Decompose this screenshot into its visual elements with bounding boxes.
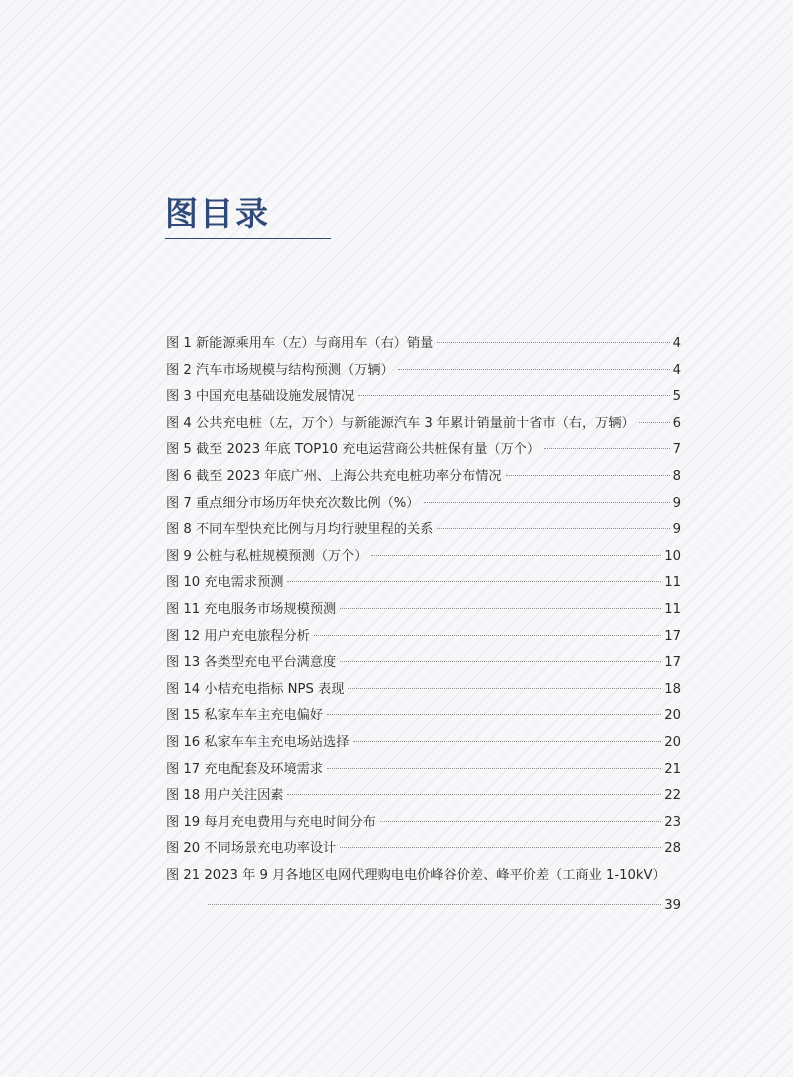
toc-entry-page: 4 — [672, 336, 681, 351]
toc-entry-page: 20 — [664, 734, 681, 750]
toc-entry-label: 图 21 2023 年 9 月各地区电网代理购电电价峰谷价差、峰平价差（工商业 1-10kV） — [166, 867, 666, 883]
toc-leader-dots — [544, 448, 670, 449]
toc-entry-page: 21 — [664, 761, 681, 777]
toc-entry-label: 图 19 每月充电费用与充电时间分布 — [166, 814, 376, 830]
toc-entry-page: 4 — [672, 362, 681, 378]
toc-entry[interactable] — [166, 783, 681, 810]
toc-entry-page: 6 — [672, 415, 681, 431]
title-underline — [165, 238, 331, 239]
page-title: 图目录 — [165, 194, 270, 233]
toc-entry-label: 图 20 不同场景充电功率设计 — [166, 841, 337, 857]
toc-leader-dots — [506, 475, 670, 476]
toc-entry-page: 10 — [664, 548, 681, 564]
toc-entry-page: 17 — [664, 655, 681, 671]
toc-entry-page: 39 — [664, 898, 681, 914]
toc-entry-label: 图 12 用户充电旅程分析 — [166, 628, 310, 644]
toc-leader-dots — [287, 794, 661, 795]
toc-entry[interactable] — [166, 863, 681, 924]
toc-entry[interactable] — [166, 517, 681, 544]
toc-entry-label: 图 6 截至 2023 年底广州、上海公共充电桩功率分布情况 — [166, 468, 502, 484]
toc-entry-label: 图 11 充电服务市场规模预测 — [166, 601, 337, 617]
toc-leader-dots — [639, 422, 670, 423]
toc-leader-dots — [437, 342, 669, 343]
toc-leader-dots — [437, 528, 669, 529]
toc-entry[interactable] — [166, 464, 681, 491]
toc-entry-page: 23 — [664, 814, 681, 830]
toc-entry-label: 图 4 公共充电桩（左，万个）与新能源汽车 3 年累计销量前十省市（右，万辆） — [166, 415, 635, 431]
toc-entry[interactable] — [166, 411, 681, 438]
toc-entry-label: 图 3 中国充电基础设施发展情况 — [166, 389, 355, 405]
toc-entry-page: 11 — [664, 601, 681, 617]
toc-leader-dots — [327, 768, 661, 769]
toc-entry[interactable] — [166, 331, 681, 358]
toc-entry-continuation — [166, 889, 681, 923]
toc-entry-label: 图 15 私家车车主充电偏好 — [166, 708, 324, 724]
toc-entry[interactable] — [166, 650, 681, 677]
toc-leader-dots — [340, 661, 661, 662]
toc-entry[interactable] — [166, 757, 681, 784]
toc-leader-dots — [424, 502, 670, 503]
toc-leader-dots — [380, 821, 661, 822]
toc-entry-label: 图 16 私家车车主充电场站选择 — [166, 734, 350, 750]
toc-entry-label: 图 14 小桔充电指标 NPS 表现 — [166, 681, 345, 697]
toc-entry-label: 图 10 充电需求预测 — [166, 575, 284, 591]
toc-entry-label: 图 7 重点细分市场历年快充次数比例（%） — [166, 495, 420, 511]
toc-entry-page: 17 — [664, 628, 681, 644]
toc-entry-page: 20 — [664, 708, 681, 724]
toc-entry-label: 图 8 不同车型快充比例与月均行驶里程的关系 — [166, 522, 434, 538]
toc-entry[interactable] — [166, 624, 681, 651]
toc-entry[interactable] — [166, 836, 681, 863]
toc-entry-page: 7 — [672, 442, 681, 458]
toc-entry-page: 9 — [672, 495, 681, 511]
toc-entry[interactable] — [166, 677, 681, 704]
toc-entry[interactable] — [166, 730, 681, 757]
toc-entry-page: 28 — [664, 841, 681, 857]
toc-entry[interactable] — [166, 491, 681, 518]
toc-entry-page: 5 — [672, 389, 681, 405]
toc-entry[interactable] — [166, 810, 681, 837]
toc-leader-dots — [371, 555, 661, 556]
toc-leader-dots — [353, 741, 661, 742]
toc-leader-dots — [358, 395, 669, 396]
toc-entry[interactable] — [166, 384, 681, 411]
toc-entry[interactable] — [166, 597, 681, 624]
toc-entry-label: 图 9 公桩与私桩规模预测（万个） — [166, 548, 368, 564]
toc-entry[interactable] — [166, 703, 681, 730]
toc-entry-label: 图 17 充电配套及环境需求 — [166, 761, 324, 777]
toc-entry-page: 11 — [664, 575, 681, 591]
toc-entry-page: 22 — [664, 788, 681, 804]
toc-leader-dots — [287, 581, 661, 582]
figure-table-of-contents — [166, 331, 681, 923]
toc-entry-label: 图 18 用户关注因素 — [166, 788, 284, 804]
toc-entry-label: 图 2 汽车市场规模与结构预测（万辆） — [166, 362, 394, 378]
toc-leader-dots — [348, 688, 661, 689]
toc-leader-dots — [340, 847, 661, 848]
toc-entry-label: 图 1 新能源乘用车（左）与商用车（右）销量 — [166, 336, 434, 351]
toc-entry[interactable] — [166, 437, 681, 464]
toc-leader-dots — [314, 635, 661, 636]
toc-entry-page: 9 — [672, 522, 681, 538]
toc-leader-dots — [340, 608, 661, 609]
toc-leader-dots — [327, 714, 661, 715]
toc-entry[interactable] — [166, 544, 681, 571]
toc-leader-dots — [398, 369, 670, 370]
toc-leader-dots — [208, 904, 661, 905]
toc-entry-label: 图 5 截至 2023 年底 TOP10 充电运营商公共桩保有量（万个） — [166, 442, 541, 458]
toc-entry-page: 18 — [664, 681, 681, 697]
toc-entry[interactable] — [166, 358, 681, 385]
toc-entry-page: 8 — [672, 468, 681, 484]
toc-entry-label: 图 13 各类型充电平台满意度 — [166, 655, 337, 671]
toc-entry[interactable] — [166, 570, 681, 597]
